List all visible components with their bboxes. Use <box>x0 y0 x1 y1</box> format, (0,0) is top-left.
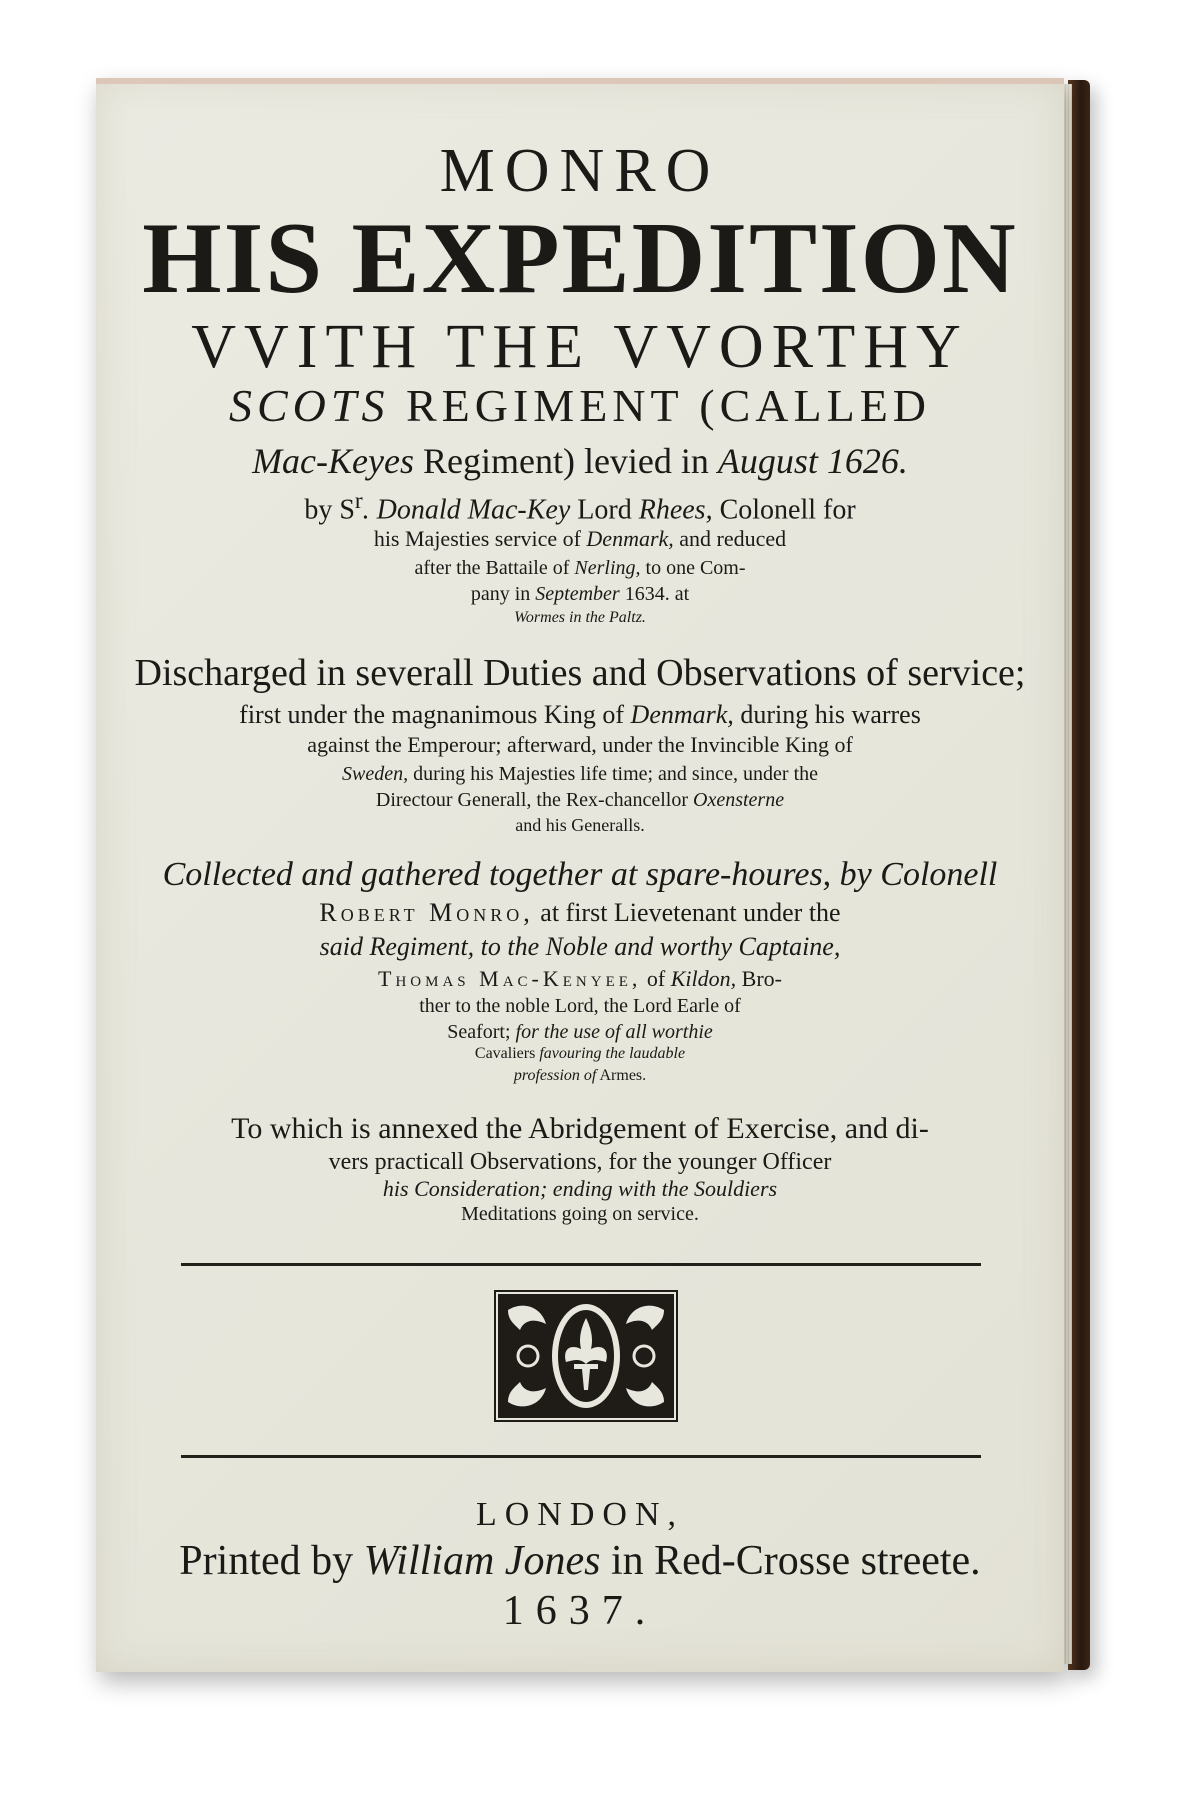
title-line-september <box>96 584 1064 604</box>
imprint-year: 1637. <box>502 1588 658 1634</box>
nerling-name: Nerling, <box>574 557 641 579</box>
oxensterne-name: Oxensterne <box>693 789 785 811</box>
company-text: to one Com- <box>640 557 746 579</box>
regiment-called: REGIMENT (CALLED <box>389 380 932 431</box>
use-text: for the use of all worthie <box>515 1021 713 1043</box>
imprint-place: LONDON, <box>475 1496 685 1533</box>
title-line-donald <box>96 490 1064 524</box>
rhees-name: Rhees, <box>638 494 713 526</box>
mackeyes-name: Mac-Keyes <box>252 441 414 481</box>
sweden-name: Sweden, <box>342 763 409 785</box>
collected-line-8 <box>96 1068 1064 1084</box>
colonell-text: Colonell for <box>712 494 856 526</box>
title-page <box>96 78 1064 1672</box>
scots-word: SCOTS <box>228 380 390 431</box>
discharged-line-3: against the Emperour; afterward, under the Invincible King of <box>307 732 853 757</box>
discharged-line-2 <box>96 702 1064 728</box>
cavaliers-text: Cavaliers <box>474 1045 540 1062</box>
title-line-worthy: VVITH THE VVORTHY <box>191 313 969 381</box>
denmark-name-2: Denmark, <box>630 700 734 729</box>
discharged-line-4 <box>96 764 1064 784</box>
printer-name: William Jones <box>363 1538 601 1584</box>
lower-rule <box>181 1455 981 1458</box>
imprint-printer <box>96 1540 1064 1582</box>
collected-line-6 <box>96 1022 1064 1042</box>
annexed-line-3: his Consideration; ending with the Souldiers <box>382 1176 778 1201</box>
september-word: September <box>535 583 620 605</box>
title-line-wormes: Wormes in the Paltz. <box>514 609 646 626</box>
title-line-majesties <box>96 528 1064 550</box>
collected-line-4 <box>96 968 1064 990</box>
sir-superscript: r <box>354 488 363 514</box>
thomas-name: Thomas Mac-Kenyee, <box>378 966 642 991</box>
directour-text: Directour Generall, the Rex-chancellor <box>375 789 693 811</box>
kildon-name: Kildon, <box>670 966 737 991</box>
first-under-text: first under the magnanimous King of <box>239 700 631 729</box>
collected-line-1: Collected and gathered together at spare-houres, by Colonell <box>162 856 998 893</box>
profession-text: profession of <box>513 1067 597 1084</box>
denmark-name: Denmark, <box>586 526 674 551</box>
collected-line-5: ther to the noble Lord, the Lord Earle of <box>419 995 741 1017</box>
life-time-text: during his Majesties life time; and since, under the <box>408 763 818 785</box>
year-at-text: 1634. at <box>619 583 690 605</box>
robert-monro-name: Robert Monro, <box>319 898 534 927</box>
armes-text: Armes. <box>596 1067 647 1084</box>
levied-date: August 1626. <box>717 441 908 481</box>
title-line-expedition: HIS EXPEDITION <box>142 202 1018 315</box>
by-text: by <box>304 494 340 526</box>
reduced-text: and reduced <box>673 526 787 551</box>
lievetenant-text: at first Lievetenant under the <box>533 898 841 927</box>
street-text: in Red-Crosse streete. <box>600 1538 981 1584</box>
discharged-line-6: and his Generalls. <box>515 815 645 835</box>
discharged-line-5 <box>96 790 1064 810</box>
title-line-scots-regiment <box>96 380 1064 431</box>
discharged-line-1: Discharged in severall Duties and Observations of service; <box>134 652 1026 694</box>
warres-text: during his warres <box>733 700 921 729</box>
fleur-de-lis-headpiece-icon <box>494 1290 678 1422</box>
pany-text: pany in <box>470 583 536 605</box>
lord-text: Lord <box>570 494 639 526</box>
annexed-line-4: Meditations going on service. <box>461 1203 699 1225</box>
majesties-text: his Majesties service of <box>373 526 587 551</box>
upper-rule <box>181 1263 981 1266</box>
annexed-line-1: To which is annexed the Abridgement of Exercise, and di- <box>231 1112 929 1145</box>
title-line-monro: MONRO <box>439 137 721 205</box>
battaile-text: after the Battaile of <box>414 557 575 579</box>
printed-by-text: Printed by <box>179 1538 364 1584</box>
collected-line-3: said Regiment, to the Noble and worthy Captaine, <box>319 932 841 961</box>
collected-line-2 <box>96 900 1064 926</box>
title-line-mackeyes <box>96 443 1064 479</box>
bro-text: Bro- <box>736 966 782 991</box>
annexed-line-2: vers practicall Observations, for the younger Officer <box>328 1149 832 1175</box>
levied-text: Regiment) levied in <box>413 441 718 481</box>
donald-name: . Donald Mac-Key <box>362 494 571 526</box>
of-text: of <box>641 966 671 991</box>
seafort-text: Seafort; <box>447 1021 516 1043</box>
collected-line-7 <box>96 1046 1064 1062</box>
favouring-text: favouring the laudable <box>539 1045 686 1062</box>
sir-abbrev: S <box>339 494 355 526</box>
title-line-battaile <box>96 558 1064 578</box>
